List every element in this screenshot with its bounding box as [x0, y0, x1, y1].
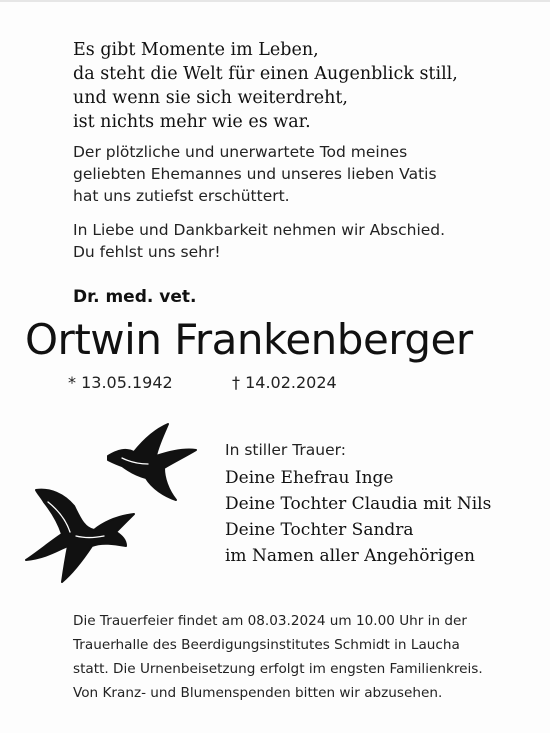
mourner-line: Deine Tochter Claudia mit Nils — [225, 494, 492, 514]
paragraph-line: Du fehlst uns sehr! — [73, 243, 221, 261]
death-date: † 14.02.2024 — [232, 373, 337, 392]
paragraph-line: hat uns zutiefst erschüttert. — [73, 187, 290, 205]
farewell-paragraph — [73, 219, 513, 263]
paragraph-line: Der plötzliche und unerwartete Tod meines — [73, 143, 408, 161]
birth-date: * 13.05.1942 — [68, 373, 173, 392]
upper-dove-icon — [108, 424, 196, 500]
doves-icon — [18, 418, 218, 598]
footer-line: Trauerhalle des Beerdigungsinstitutes Schmidt in Laucha — [73, 637, 460, 653]
paragraph-line: In Liebe und Dankbarkeit nehmen wir Abschied. — [73, 221, 446, 239]
poem-line: Es gibt Momente im Leben, — [73, 40, 319, 60]
lower-dove-icon — [26, 490, 134, 582]
top-border — [0, 0, 550, 2]
mourner-line: im Namen aller Angehörigen — [225, 546, 475, 566]
poem — [73, 38, 513, 134]
footer-line: statt. Die Urnenbeisetzung erfolgt im engsten Familienkreis. — [73, 661, 483, 677]
announcement-paragraph — [73, 141, 513, 207]
footer-line: Die Trauerfeier findet am 08.03.2024 um 10.00 Uhr in der — [73, 613, 467, 629]
mourners-list — [225, 465, 491, 569]
ceremony-info — [73, 609, 533, 705]
mourner-line: Deine Ehefrau Inge — [225, 468, 394, 488]
deceased-name: Ortwin Frankenberger — [25, 315, 473, 364]
mourner-line: Deine Tochter Sandra — [225, 520, 414, 540]
poem-line: und wenn sie sich weiterdreht, — [73, 88, 348, 108]
mourning-intro: In stiller Trauer: — [225, 441, 346, 459]
poem-line: da steht die Welt für einen Augenblick still, — [73, 64, 458, 84]
poem-line: ist nichts mehr wie es war. — [73, 112, 311, 132]
paragraph-line: geliebten Ehemannes und unseres lieben Vatis — [73, 165, 437, 183]
academic-title: Dr. med. vet. — [73, 287, 197, 307]
footer-line: Von Kranz- und Blumenspenden bitten wir abzusehen. — [73, 685, 443, 701]
